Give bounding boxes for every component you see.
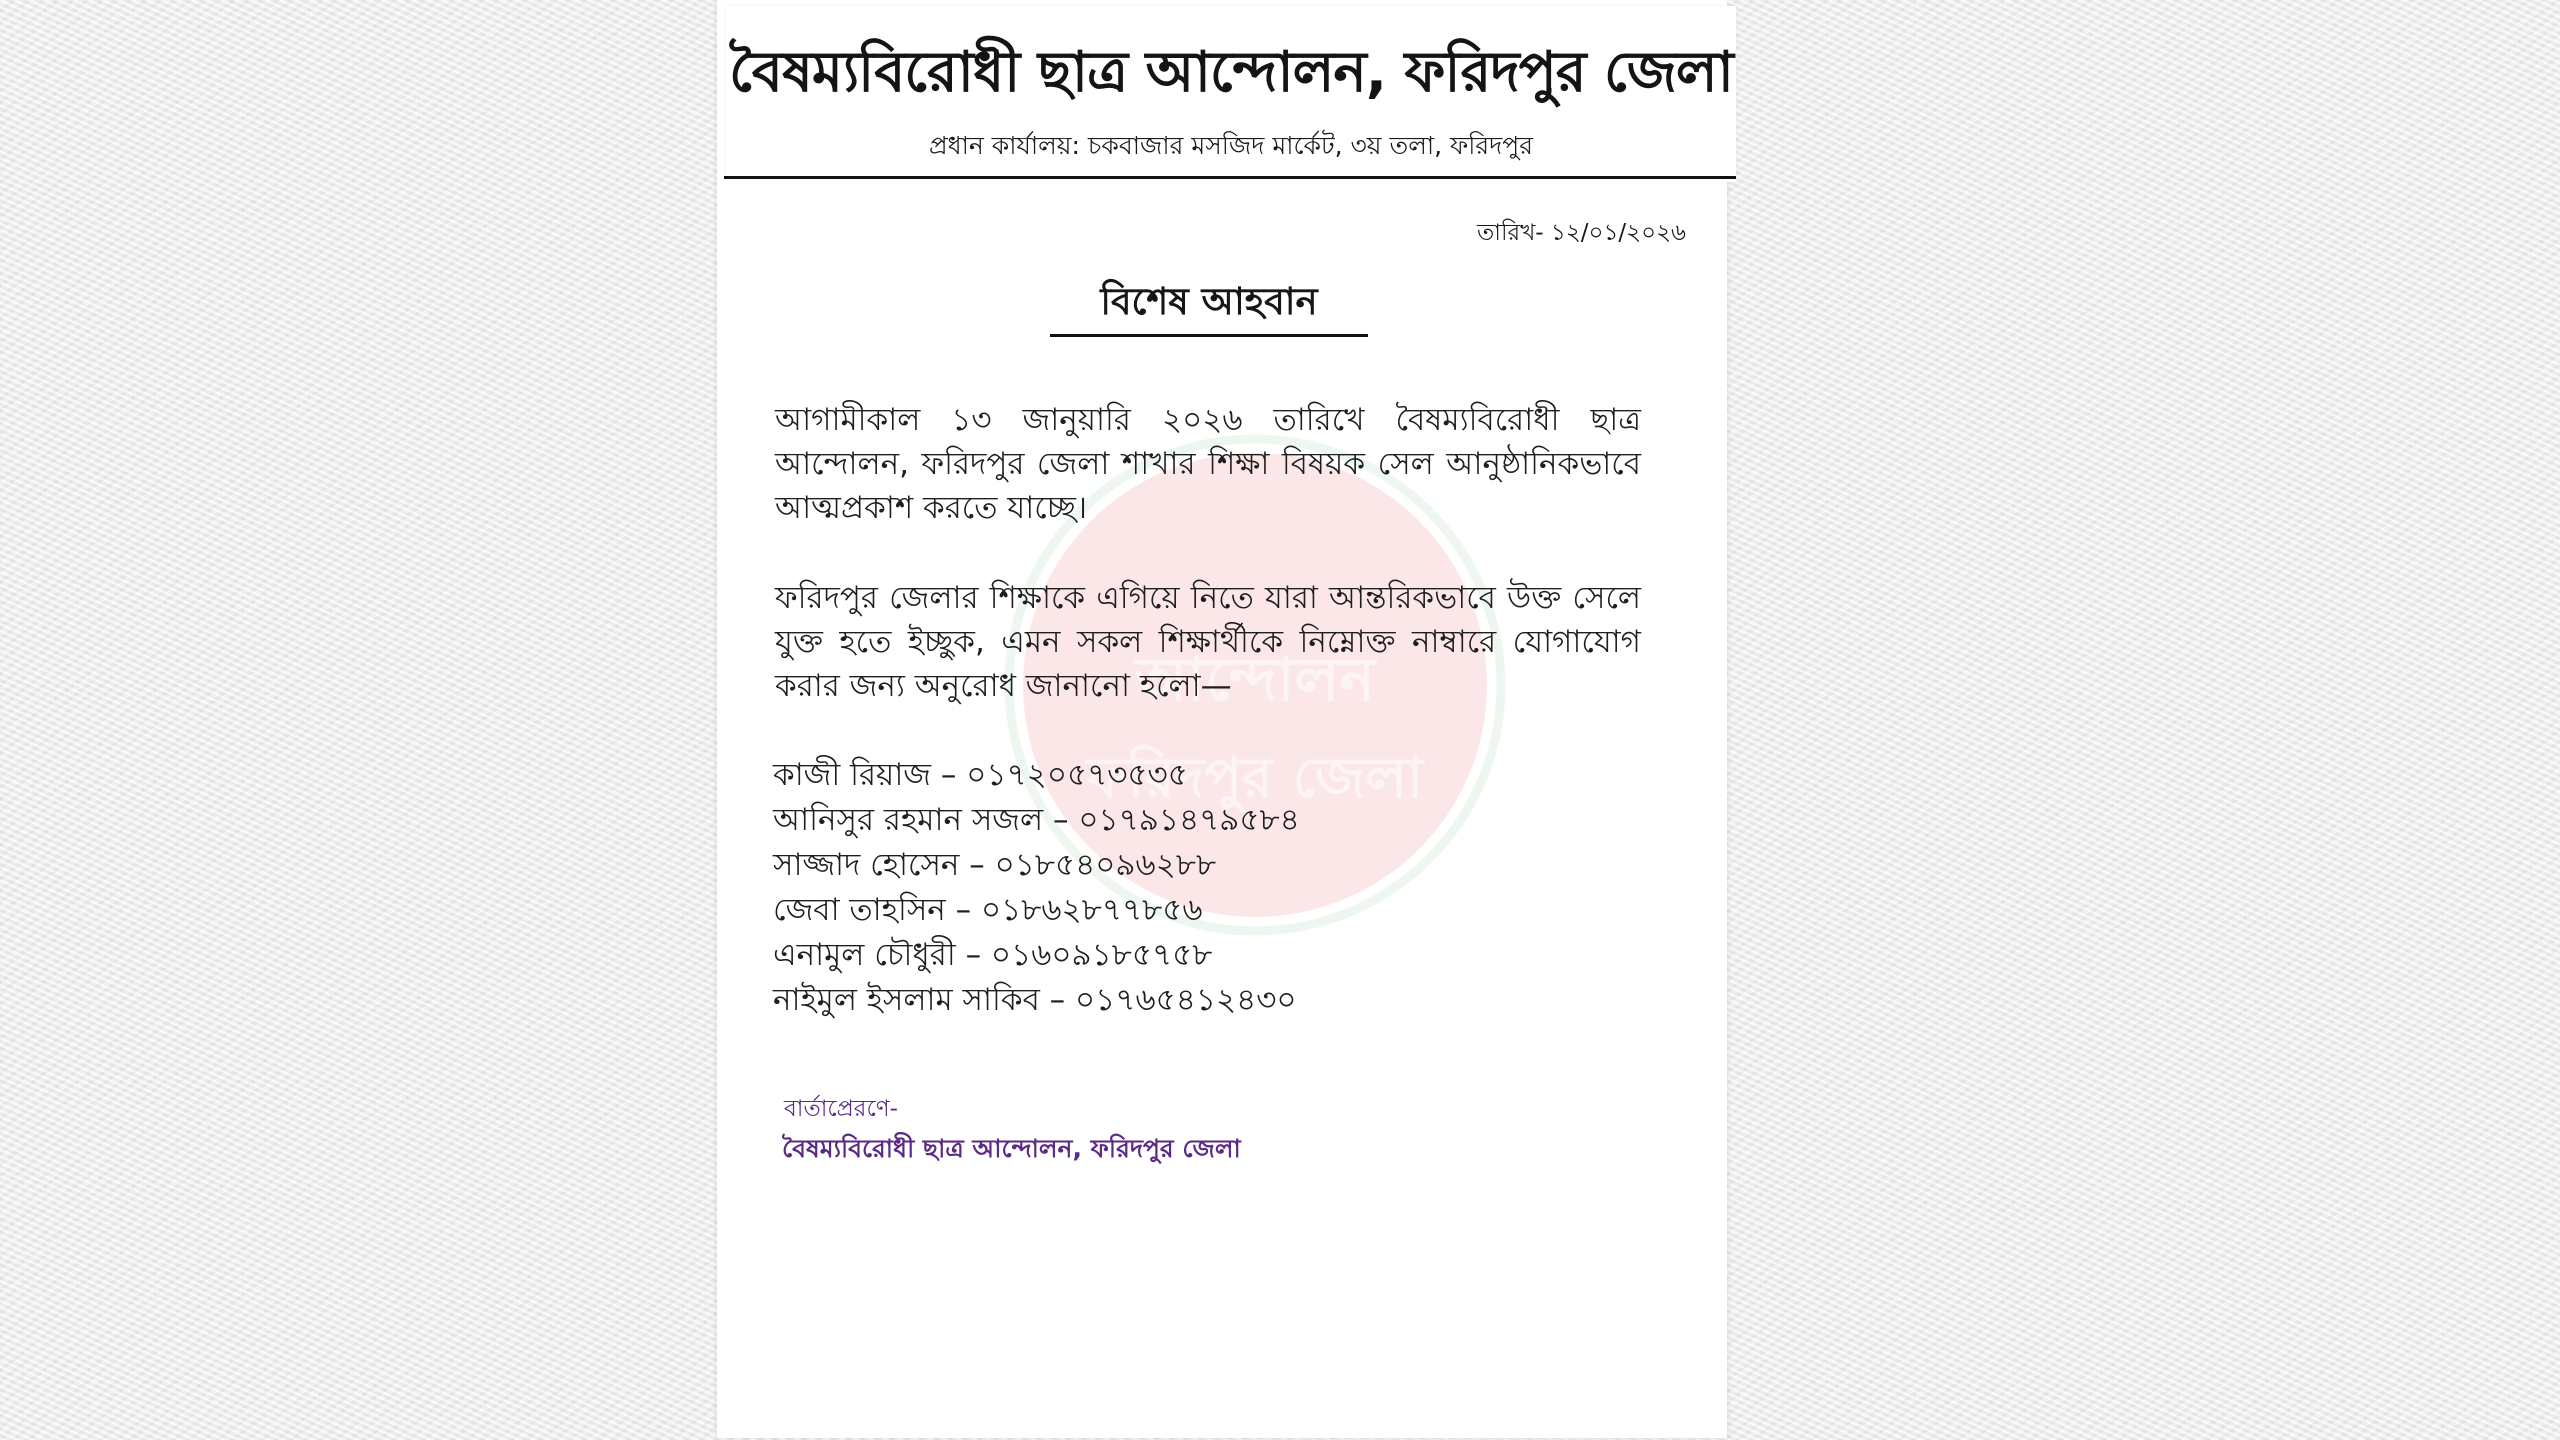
contact-item: নাইমুল ইসলাম সাকিব – ০১৭৬৫৪১২৪৩০ [773,982,1297,1018]
seal-text-line-2: ফরিদপুর জেলা [1086,746,1424,811]
notice-paragraph-1: আগামীকাল ১৩ জানুয়ারি ২০২৬ তারিখে বৈষম্যবিরোধী ছাত্র আন্দোলন, ফরিদপুর জেলা শাখার শিক্ষা বিষয়ক সেল আনুষ্ঠানিকভাবে আত্মপ্রকাশ করতে যাচ্ছে। [775,402,1641,526]
office-address: প্রধান কার্যালয়: চকবাজার মসজিদ মার্কেট, ৩য় তলা, ফরিদপুর [928,131,1534,160]
contact-item: জেবা তাহসিন – ০১৮৬২৮৭৭৮৫৬ [773,892,1203,928]
sender-name: বৈষম্যবিরোধী ছাত্র আন্দোলন, ফরিদপুর জেলা [782,1134,1241,1163]
notice-paragraph-2: ফরিদপুর জেলার শিক্ষাকে এগিয়ে নিতে যারা আন্তরিকভাবে উক্ত সেলে যুক্ত হতে ইচ্ছুক, এমন সকল শিক্ষার্থীকে নিম্নোক্ত নাম্বারে যোগাযোগ করার জন্য অনুরোধ জানানো হলো— [775,580,1641,704]
contact-item: কাজী রিয়াজ – ০১৭২০৫৭৩৫৩৫ [773,757,1188,793]
notice-title: বিশেষ আহবান [1100,280,1318,323]
contact-list [773,753,1300,1023]
sender-label: বার্তাপ্রেরণে- [784,1096,898,1122]
contact-item: সাজ্জাদ হোসেন – ০১৮৫৪০৯৬২৮৮ [773,847,1217,883]
notice-title-underline [1050,334,1368,337]
seal-text-line-1: আন্দোলন [1134,645,1376,715]
document-date: তারিখ- ১২/০১/২০২৬ [1477,220,1686,246]
contact-item: এনামুল চৌধুরী – ০১৬০৯১৮৫৭৫৮ [773,937,1213,973]
letterhead-divider [724,176,1736,179]
organization-title: বৈষম্যবিরোধী ছাত্র আন্দোলন, ফরিদপুর জেলা [729,40,1733,105]
contact-item: আনিসুর রহমান সজল – ০১৭৯১৪৭৯৫৮৪ [773,802,1300,838]
